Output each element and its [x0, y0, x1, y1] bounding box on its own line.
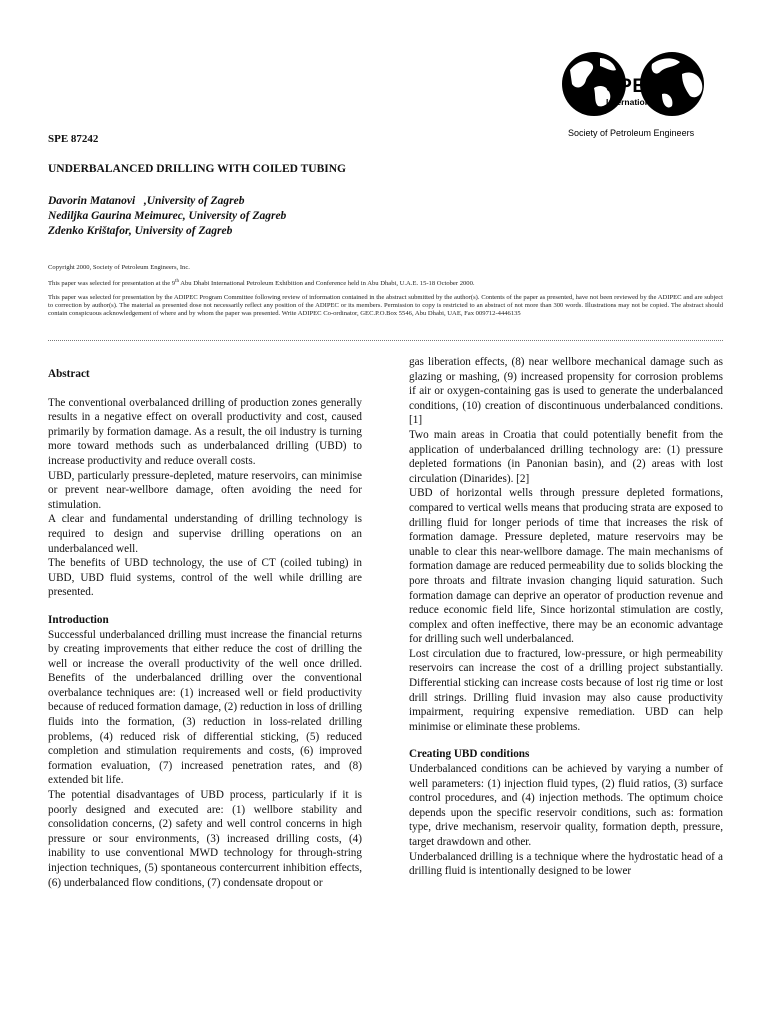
author-1: Davorin Matanovi ,University of Zagreb	[48, 195, 245, 207]
selection-note: This paper was selected for presentation by the ADIPEC Program Committee following review of information contained in the abstract submitted by the author(s). Contents of the paper as presented, have not been reviewed by the ADIPEC and are subject to correction by author(s). The material as presented dose not necessarily reflect any position of the ADIPEC or its members. Permission to copy is restricted to an abstract of not more than 300 words. Illustrations may not be copied. The abstract should contain conspicuous acknowledgement of where and by whom the paper was presented. Write ADIPEC Co-ordinator, GEC.P.O.Box 5546, Abu Dhabi, UAE, Fax 009712-4446135	[48, 294, 723, 318]
logo-subtitle: International	[606, 97, 658, 107]
abstract-paragraph: The conventional overbalanced drilling of production zones generally results in a negative effect on overall productivity and cost, caused primarily by formation damage. As a result, the oil industry is turning more toward methods such as underbalanced drilling (UBD) to increase productivity and reduce overall costs.	[48, 396, 362, 467]
body-paragraph: Lost circulation due to fractured, low-pressure, or high permeability reservoirs can increase the cost of a drilling project substantially. Differential sticking can increase costs because of lost rig time or lost drill strings. Drilling fluid invasion may also cause productivity impairment, requiring expensive remediation. UBD can help minimise or eliminate these problems.	[409, 647, 723, 733]
author-2: Nediljka Gaurina Meimurec, University of Zagreb	[48, 210, 287, 222]
abstract-heading: Abstract	[48, 368, 90, 380]
abstract-paragraph: The benefits of UBD technology, the use of CT (coiled tubing) in UBD, UBD fluid systems, control of the well while drilling are presented.	[48, 557, 362, 599]
abstract-paragraph: A clear and fundamental understanding of drilling technology is required to design and supervise drilling operations on an underbalanced well.	[48, 513, 362, 555]
front-matter-divider	[48, 340, 723, 341]
paper-id: SPE 87242	[48, 133, 99, 145]
body-paragraph: gas liberation effects, (8) near wellbore mechanical damage such as glazing or mashing, (9) increased propensity for corrosion problems if air or oxygen-containing gas is used to generate the underbalanced conditions, (10) creation of discontinuous underbalanced conditions. [1]	[409, 356, 723, 427]
introduction-heading: Introduction	[48, 613, 109, 626]
right-column	[409, 355, 723, 879]
front-matter-notes	[48, 264, 723, 324]
left-column	[48, 367, 362, 890]
author-list	[48, 194, 286, 239]
presentation-note: This paper was selected for presentation at the 9th Abu Dhabi International Petroleum Exhibition and Conference held in Abu Dhabi, U.A.E. 15-18 October 2000.	[48, 279, 475, 288]
body-paragraph: UBD of horizontal wells through pressure depleted formations, compared to vertical wells means that producing strata are exposed to drilling fluid for longer periods of time that increases the risk of formation damage. Pressure depleted, mature reservoirs may be unable to clear this near-wellbore damage. The main mechanisms of formation damage are reduced permeability due to solids blocking the pore throats and filtrate invasion changing liquid saturation. Such formation damage can deprive an operator of production revenue and reduce economic field life, Since horizontal stimulation are costly, complex and often ineffective, there may be an economic advantage for drilling such well underbalanced.	[409, 487, 723, 646]
copyright-note: Copyright 2000, Society of Petroleum Engineers, Inc.	[48, 264, 190, 271]
spe-logo	[556, 44, 716, 144]
logo-title: SPE	[606, 76, 646, 97]
introduction-paragraph: The potential disadvantages of UBD process, particularly if it is poorly designed and executed are: (1) wellbore stability and consolidation concerns, (2) safety and well control concerns in high pressure or sour environments, (3) increased drilling costs, (4) inability to use conventional MWD technology for through-string injection techniques, (5) spontaneous contercurrent inhibition effects, (6) underbalanced flow conditions, (7) condensate dropout or	[48, 789, 362, 889]
abstract-paragraph: UBD, particularly pressure-depleted, mature reservoirs, can minimise or prevent near-wellbore damage, often avoiding the need for stimulation.	[48, 469, 362, 511]
body-paragraph: Underbalanced conditions can be achieved by varying a number of well parameters: (1) injection fluid types, (2) fluid ratios, (3) surface control procedures, and (4) injection methods. The optimum choice depends upon the specific reservoir conditions, such as: formation type, drive mechanism, reservoir quality, formation depth, pressure, target drawdown and other.	[409, 763, 723, 848]
body-paragraph: Two main areas in Croatia that could potentially benefit from the application of underbalanced drilling technology are: (1) pressure depleted formations (in Panonian basin), and (2) areas with lost circulation (Dinarides). [2]	[409, 428, 723, 485]
author-3: Zdenko Krištafor, University of Zagreb	[48, 225, 233, 237]
paper-title: UNDERBALANCED DRILLING WITH COILED TUBING	[48, 163, 346, 175]
body-paragraph: Underbalanced drilling is a technique where the hydrostatic head of a drilling fluid is intentionally designed to be lower	[409, 850, 723, 878]
introduction-paragraph: Successful underbalanced drilling must increase the financial returns by creating improvements that either reduce the cost of drilling the well or increase the overall productivity of the well once drilled. Benefits of the underbalanced drilling over the conventional overbalance techniques are: (1) increased well or field productivity because of reduced formation damage, (2) reduction in loss of drilling fluids into the formation, (3) reduction in loss-related drilling problems, (4) reduced risk of differential sticking, (5) reduced completion and stimulation requirements and costs, (6) improved formation evaluation, (7) increased penetration rates, and (8) extended bit life.	[48, 628, 362, 787]
logo-caption: Society of Petroleum Engineers	[568, 128, 695, 138]
creating-ubd-heading: Creating UBD conditions	[409, 748, 530, 761]
